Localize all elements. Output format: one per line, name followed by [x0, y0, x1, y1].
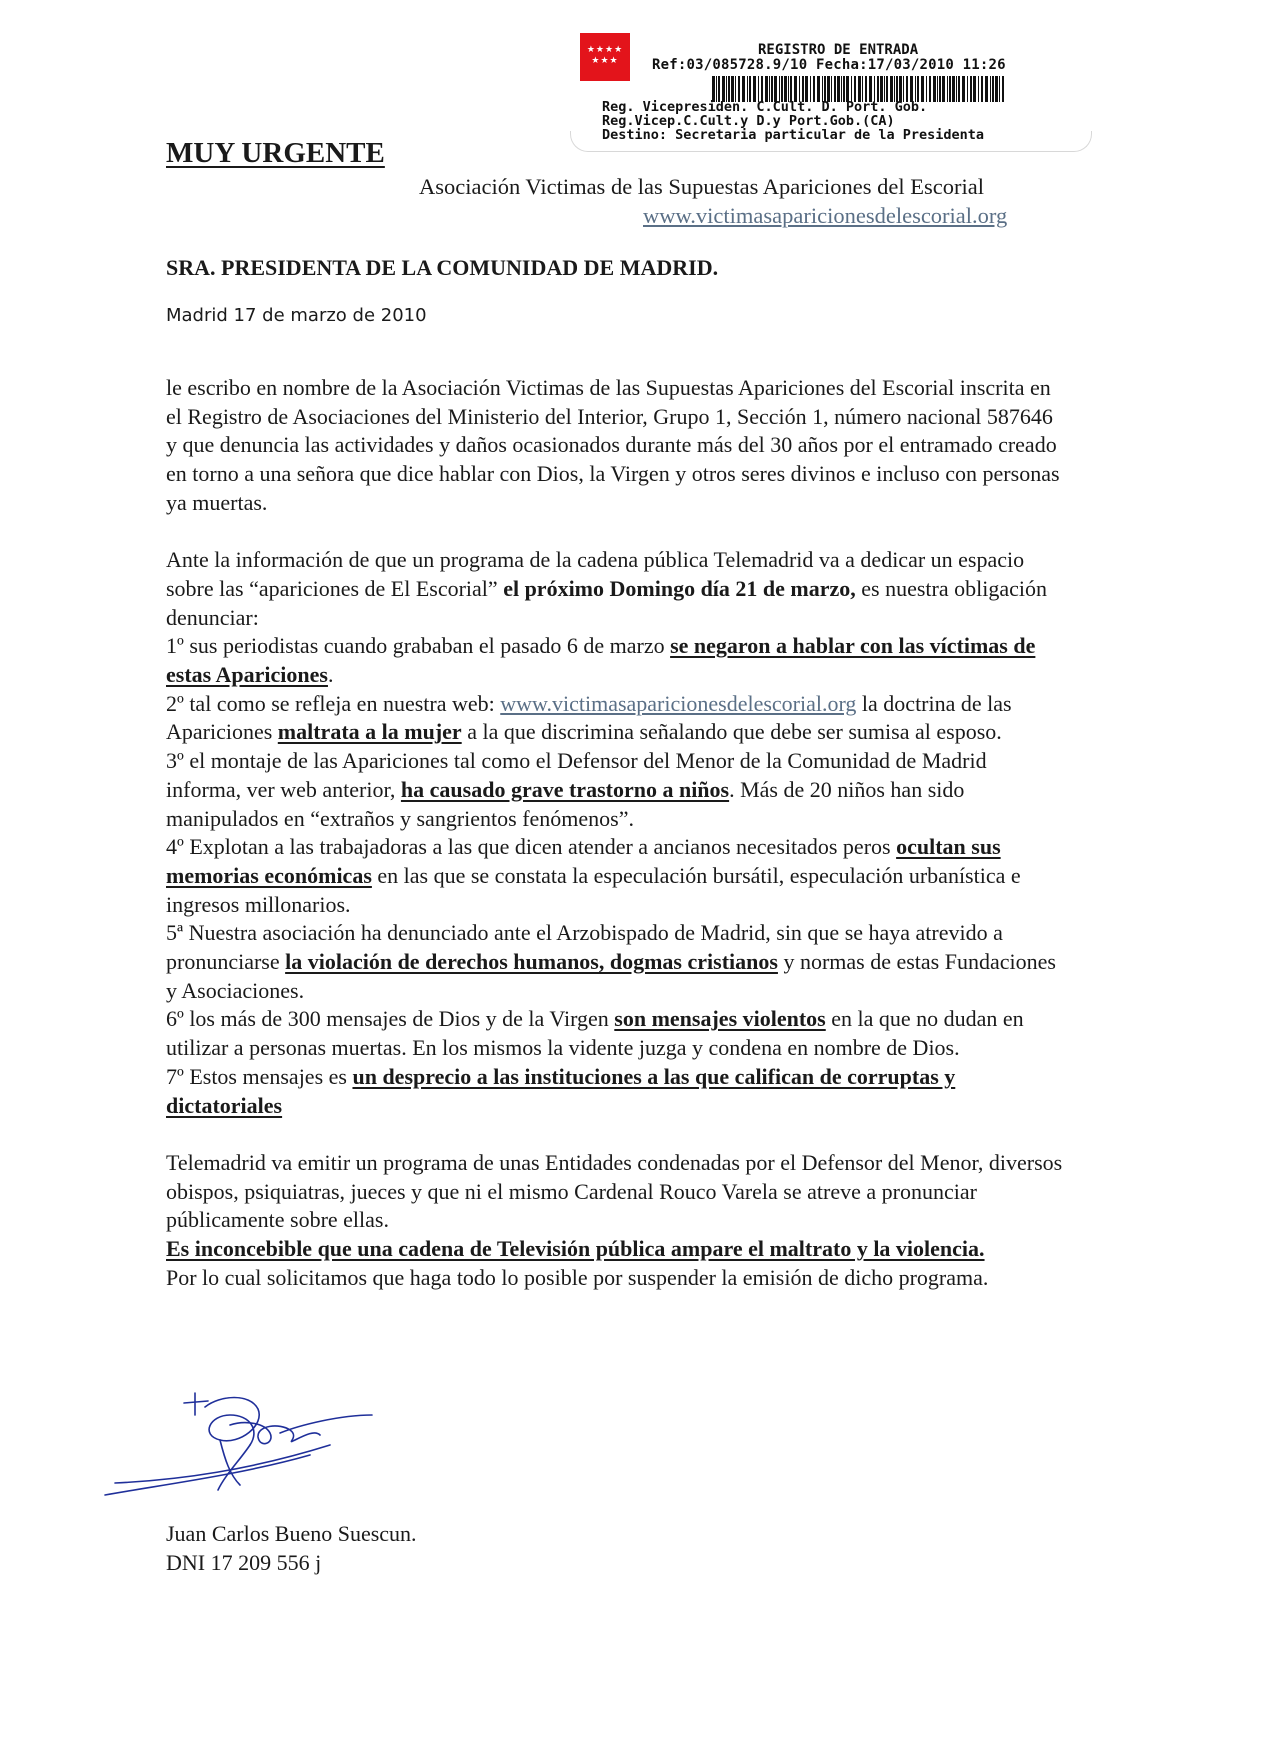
- stamp-line-1: Reg. Vicepresiden. C.Cult. D. Port. Gob.: [602, 99, 928, 115]
- madrid-flag-logo: ★★★★ ★★★: [580, 33, 630, 81]
- signer-block: [166, 1520, 417, 1577]
- recipient-heading: SRA. PRESIDENTA DE LA COMUNIDAD DE MADRID.: [166, 255, 719, 280]
- letter-date: Madrid 17 de marzo de 2010: [166, 305, 427, 326]
- stamp-title: REGISTRO DE ENTRADA: [758, 42, 919, 58]
- complaint-item-4: 4º Explotan a las trabajadoras a las que dicen atender a ancianos necesitados peros ocultan sus memorias económicas en las que se constata la especulación bursátil, especulación urbanística e ingresos millonarios.: [166, 834, 1021, 917]
- complaint-item-1: 1º sus periodistas cuando grababan el pasado 6 de marzo se negaron a hablar con las víctimas de estas Apariciones.: [166, 633, 1036, 688]
- stamp-line-2: Reg.Vicep.C.Cult.y D.y Port.Gob.(CA): [602, 113, 895, 129]
- stamp-line-3: Destino: Secretaria particular de la Presidenta: [602, 127, 985, 143]
- association-website-link[interactable]: www.victimasaparicionesdelescorial.org: [643, 203, 1008, 228]
- signer-name: Juan Carlos Bueno Suescun.: [166, 1521, 417, 1546]
- stamp-border: [570, 131, 1092, 152]
- complaint-item-7: 7º Estos mensajes es un desprecio a las instituciones a las que califican de corruptas y dictatoriales: [166, 1063, 956, 1118]
- urgent-heading: MUY URGENTE: [166, 137, 385, 169]
- paragraph-announcement: Ante la información de que un programa de la cadena pública Telemadrid va a dedicar un espacio sobre las “apariciones de El Escorial” el próximo Domingo día 21 de marzo, es nuestra obligación denunciar:: [166, 547, 1048, 630]
- complaint-item-2: 2º tal como se refleja en nuestra web: www.victimasaparicionesdelescorial.org la doctrina de las Apariciones maltrata a la mujer a la que discrimina señalando que debe ser sumisa al esposo.: [166, 690, 1012, 745]
- stamp-reference: Ref:03/085728.9/10 Fecha:17/03/2010 11:26: [652, 57, 1006, 73]
- complaint-item-6: 6º los más de 300 mensajes de Dios y de la Virgen son mensajes violentos en la que no dudan en utilizar a personas muertas. En los mismos la vidente juzga y condena en nombre de Dios.: [166, 1006, 1024, 1061]
- website-link[interactable]: www.victimasaparicionesdelescorial.org: [500, 690, 857, 716]
- complaint-item-5: 5ª Nuestra asociación ha denunciado ante el Arzobispado de Madrid, sin que se haya atrevido a pronunciarse la violación de derechos humanos, dogmas cristianos y normas de estas Fundaciones y Asociaciones.: [166, 920, 1056, 1003]
- paragraph-intro: le escribo en nombre de la Asociación Victimas de las Supuestas Apariciones del Escorial inscrita en el Registro de Asociaciones del Ministerio del Interior, Grupo 1, Sección 1, número nacional 587646 y que denuncia las actividades y daños ocasionados durante más del 30 años por el entramado creado en torno a una señora que dice hablar con Dios, la Virgen y otros seres divinos e incluso con personas ya muertas.: [166, 375, 1060, 515]
- signer-dni: DNI 17 209 556 j: [166, 1549, 322, 1575]
- paragraph-telemadrid: Telemadrid va emitir un programa de unas Entidades condenadas por el Defensor del Menor, diversos obispos, psiquiatras, jueces y que ni el mismo Cardenal Rouco Varela se atreve a pronunciar públicamente sobre ellas.: [166, 1149, 1063, 1233]
- handwritten-signature: [100, 1385, 390, 1510]
- paragraph-statement: Es inconcebible que una cadena de Televisión pública ampare el maltrato y la violencia.: [166, 1236, 985, 1262]
- paragraph-request: Por lo cual solicitamos que haga todo lo posible por suspender la emisión de dicho programa.: [166, 1264, 989, 1290]
- association-name: Asociación Victimas de las Supuestas Apariciones del Escorial: [419, 174, 984, 199]
- letter-body: [166, 374, 1066, 1292]
- complaint-item-3: 3º el montaje de las Apariciones tal como el Defensor del Menor de la Comunidad de Madrid informa, ver web anterior, ha causado grave trastorno a niños. Más de 20 niños han sido manipulados en “extraños y sangrientos fenómenos”.: [166, 748, 987, 831]
